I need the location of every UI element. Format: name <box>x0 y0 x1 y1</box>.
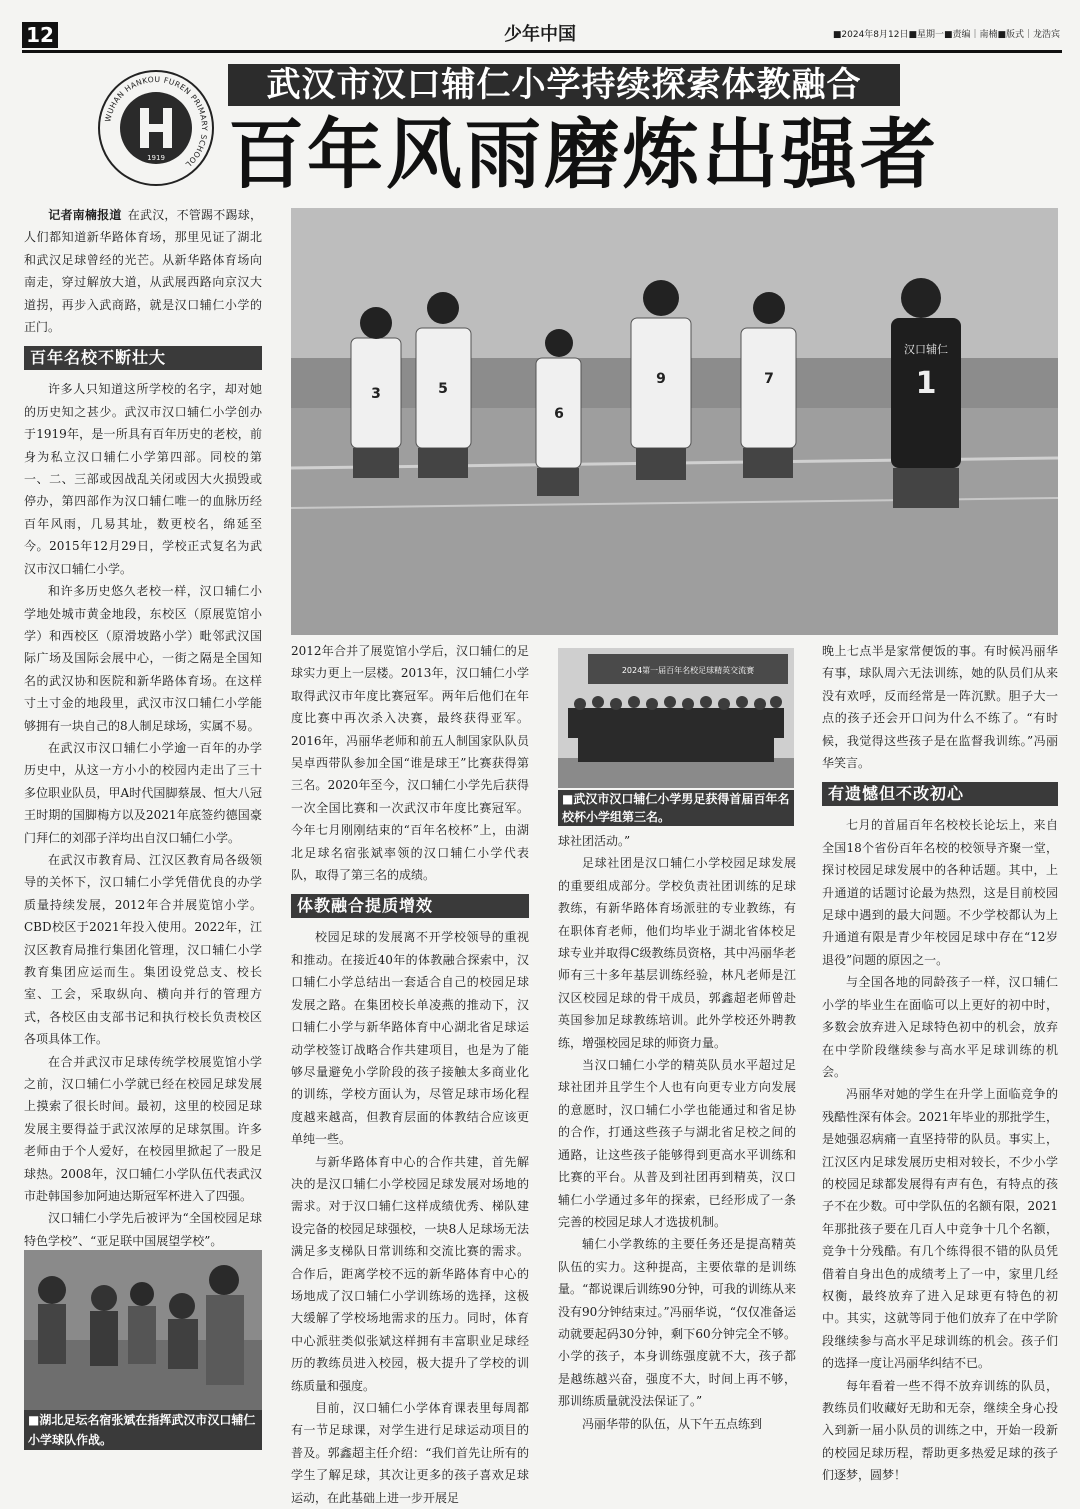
logo-year: 1919 <box>147 154 165 162</box>
paragraph: 在武汉市教育局、江汉区教育局各级领导的关怀下，汉口辅仁小学凭借优良的办学质量持续发展，2012年合并展览馆小学。CBD校区于2021年投入使用。2022年，江汉区教育局推行集团化管理，汉口辅仁小学教育集团应运而生。集团设党总支、校长室、工会，采取纵向、横向并行的管理方式，各校区由支部书记和执行校长负责校区各项具体工作。 <box>24 852 262 1047</box>
main-photo <box>291 208 1058 635</box>
article-column-4 <box>822 640 1058 1483</box>
school-logo <box>96 68 216 188</box>
paragraph: 校园足球的发展离不开学校领导的重视和推动。在接近40年的体教融合探索中，汉口辅仁小学总结出一套适合自己的校园足球发展之路。在集团校长单凌燕的推动下，汉口辅仁小学与新华路体育中心湖北省足球运动学校签订战略合作共建项目，也是为了能够尽量避免小学阶段的孩子接触太多商业化的训练，学校方面认为，尽管足球市场化程度越来越高，但教育层面的体教结合应该更单纯一些。 <box>291 930 529 1147</box>
jersey-number: 7 <box>764 371 774 387</box>
jersey-number: 6 <box>554 406 564 422</box>
paragraph: 冯丽华带的队伍，从下午五点练到 <box>582 1416 763 1431</box>
article-column-1 <box>24 204 262 1248</box>
paragraph: 每年看着一些不得不放弃训练的队员，教练员们收藏好无助和无奈，继续全身心投入到新一届小队员的训练之中，开始一段新的校园足球历程，帮助更多热爱足球的孩子们逐梦，圆梦！ <box>822 1378 1058 1483</box>
goalkeeper-jersey-text: 汉口辅仁 <box>904 343 948 356</box>
paragraph: 2012年合并了展览馆小学后，汉口辅仁的足球实力更上一层楼。2013年，汉口辅仁小学取得武汉市年度比赛冠军。两年后他们在年度比赛中再次杀入决赛，最终获得亚军。2016年，冯丽华老师和前五人制国家队队员吴卓西带队参加全国“谁是球王”比赛获得第三名。2020年至今，汉口辅仁小学先后获得一次全国比赛和一次武汉市年度比赛冠军。今年七月刚刚结束的“百年名校杯”上，由湖北足球名宿张斌率领的汉口辅仁小学代表队，取得了第三名的成绩。 <box>291 644 529 883</box>
byline: 记者南楠报道 <box>48 208 122 222</box>
section-heading-2: 体教融合提质增效 <box>291 894 529 918</box>
kicker-headline: 武汉市汉口辅仁小学持续探索体教融合 <box>228 64 900 106</box>
paragraph: 冯丽华对她的学生在升学上面临竞争的残酷性深有体会。2021年毕业的那批学生，是她强忍病痛一直坚持带的队员。事实上，江汉区内足球发展历史相对较长，不少小学的校园足球都发展得有声有色，有特点的孩子不在少数。可中学队伍的名额有限，2021年那批孩子要在几百人中竞争十几个名额，竞争十分残酷。有几个练得很不错的队员凭借着自身出色的成绩考上了一中，家里几经权衡，最终放弃了进入足球更有特色的初中。其实，这就等同于他们放弃了在中学阶段继续参与高水平足球训练的机会。孩子们的选择一度让冯丽华纠结不已。 <box>822 1087 1058 1371</box>
paragraph: 和许多历史悠久老校一样，汉口辅仁小学地处城市黄金地段，东校区（原展览馆小学）和西校区（原滑坡路小学）毗邻武汉国际广场及国际会展中心，一街之隔是全国知名的武汉协和医院和新华路体育场。在这样寸土寸金的地段里，武汉市汉口辅仁小学能够拥有一块自己的8人制足球场，实属不易。 <box>24 584 262 733</box>
paragraph: 当汉口辅仁小学的精英队员水平超过足球社团并且学生个人也有向更专业方向发展的意愿时，汉口辅仁小学也能通过和省足协的合作，打通这些孩子与湖北省足校之间的通路，让这些孩子能够得到更高水平训练和比赛的平台。从普及到社团再到精英，汉口辅仁小学通过多年的探索，已经形成了一条完善的校园足球人才选拔机制。 <box>558 1058 796 1229</box>
issue-meta: ■2024年8月12日■星期一■责编｜南楠■版式｜龙浩宾 <box>832 30 1060 40</box>
paragraph: 与新华路体育中心的合作共建，首先解决的是汉口辅仁小学校园足球发展对场地的需求。对于汉口辅仁这样成绩优秀、梯队建设完备的校园足球强校，一块8人足球场无法满足多支梯队日常训练和交流比赛的需求。合作后，距离学校不远的新华路体育中心的场地成了汉口辅仁小学训练场的选择，这极大缓解了学校场地需求的压力。同时，体育中心派驻类似张斌这样拥有丰富职业足球经历的教练员进入校园，极大提升了学校的训练质量和强度。 <box>291 1154 529 1393</box>
logo-ring-text: WUHAN HANKOU FUREN PRIMARY SCHOOL <box>103 74 210 170</box>
paragraph: 在武汉市汉口辅仁小学逾一百年的办学历史中，从这一方小小的校园内走出了三十多位职业队员，甲A时代国脚蔡晟、恒大八冠王时期的国脚梅方以及2021年底签约德国豪门拜仁的刘邵子洋均出自汉口辅仁小学。 <box>24 740 262 845</box>
article-column-2 <box>291 640 529 1505</box>
jersey-number: 1 <box>915 366 937 401</box>
article-column-3 <box>558 830 796 1430</box>
coach-photo-caption: ■湖北足坛名宿张斌在指挥武汉市汉口辅仁小学球队作战。 <box>24 1410 262 1450</box>
coach-photo <box>24 1250 262 1410</box>
team-photo-banner: 2024第一届百年名校足球精英交流赛 <box>621 666 755 675</box>
page-number: 12 <box>22 22 58 48</box>
paragraph: 在合并武汉市足球传统学校展览馆小学之前，汉口辅仁小学就已经在校园足球发展上摸索了很长时间。最初，这里的校园足球发展主要得益于武汉浓厚的足球氛围。许多老师由于个人爱好，在校园里掀起了一股足球热。2008年，汉口辅仁小学队伍代表武汉市赴韩国参加阿迪达斯冠军杯进入了四强。 <box>24 1054 262 1204</box>
paragraph: 辅仁小学教练的主要任务还是提高精英队伍的实力。这种提高，主要依靠的是训练量。“都说课后训练90分钟，可我的训练从来没有90分钟结束过。”冯丽华说，“仅仅准备运动就要起码30分钟，剩下60分钟完全不够。小学的孩子，本身训练强度就不大，孩子都是越练越兴奋，强度不大，时间上再不够，那训练质量就没法保证了。” <box>558 1237 796 1409</box>
paragraph: 与全国各地的同龄孩子一样，汉口辅仁小学的毕业生在面临可以上更好的初中时，多数会放弃进入足球特色初中的机会，放弃在中学阶段继续参与高水平足球训练的机会。 <box>822 975 1058 1079</box>
main-headline: 百年风雨磨炼出强者 <box>228 110 939 199</box>
section-title: 少年中国 <box>504 24 576 45</box>
team-photo-caption: ■武汉市汉口辅仁小学男足获得首届百年名校杯小学组第三名。 <box>558 790 794 826</box>
header-rule <box>22 50 1062 53</box>
paragraph: 七月的首届百年名校校长论坛上，来自全国18个省份百年名校的校领导齐聚一堂，探讨校园足球发展中的各种话题。其中，上升通道的话题讨论最为热烈，这是目前校园足球中遇到的最大问题。不少学校都认为上升通道有限是青少年校园足球中存在“12岁退役”问题的原因之一。 <box>822 818 1058 967</box>
paragraph: 球社团活动。” <box>558 834 631 848</box>
section-heading-1: 百年名校不断壮大 <box>24 346 262 370</box>
section-heading-3: 有遗憾但不改初心 <box>822 782 1058 806</box>
paragraph: 汉口辅仁小学先后被评为“全国校园足球特色学校”、“亚足联中国展望学校”。 <box>24 1211 262 1248</box>
team-photo <box>558 648 794 788</box>
paragraph: 目前，汉口辅仁小学体育课表里每周都有一节足球课，对学生进行足球运动项目的普及。郭鑫超主任介绍：“我们首先让所有的学生了解足球，其次让更多的孩子喜欢足球运动，在此基础上进一步开展足 <box>291 1401 529 1505</box>
jersey-number: 3 <box>371 386 381 402</box>
jersey-number: 5 <box>438 381 448 397</box>
paragraph: 许多人只知道这所学校的名字，却对她的历史知之甚少。武汉市汉口辅仁小学创办于1919年，是一所具有百年历史的老校，前身为私立汉口辅仁小学第四部。同校的第一、二、三部或因战乱关闭或因大火损毁或停办，第四部作为汉口辅仁唯一的血脉历经百年风雨，几易其址，数更校名，绵延至今。2015年12月29日，学校正式复名为武汉市汉口辅仁小学。 <box>24 382 262 576</box>
jersey-number: 9 <box>656 371 666 387</box>
paragraph: 晚上七点半是家常便饭的事。有时候冯丽华有事，球队周六无法训练，她的队员们从来没有欢呼，反而经常是一阵沉默。胆子大一点的孩子还会开口问为什么不练了。“有时候，我觉得这些孩子是在监督我训练。”冯丽华笑言。 <box>822 644 1058 771</box>
intro-paragraph: 记者南楠报道 在武汉，不管踢不踢球，人们都知道新华路体育场，那里见证了湖北和武汉足球曾经的光芒。从新华路体育场向南走，穿过解放大道，从武展西路向京汉大道拐，再步入武商路，就是汉口辅仁小学的正门。 <box>24 208 262 335</box>
paragraph: 足球社团是汉口辅仁小学校园足球发展的重要组成部分。学校负责社团训练的足球教练，有新华路体育场派驻的专业教练，有在职体育老师，他们均毕业于湖北省体校足球专业并取得C级教练员资格，其中冯丽华老师有三十多年基层训练经验，林凡老师是江汉区校园足球的骨干成员，郭鑫超老师曾赴英国参加足球教练培训。此外学校还外聘教练，增强校园足球的师资力量。 <box>558 856 796 1050</box>
